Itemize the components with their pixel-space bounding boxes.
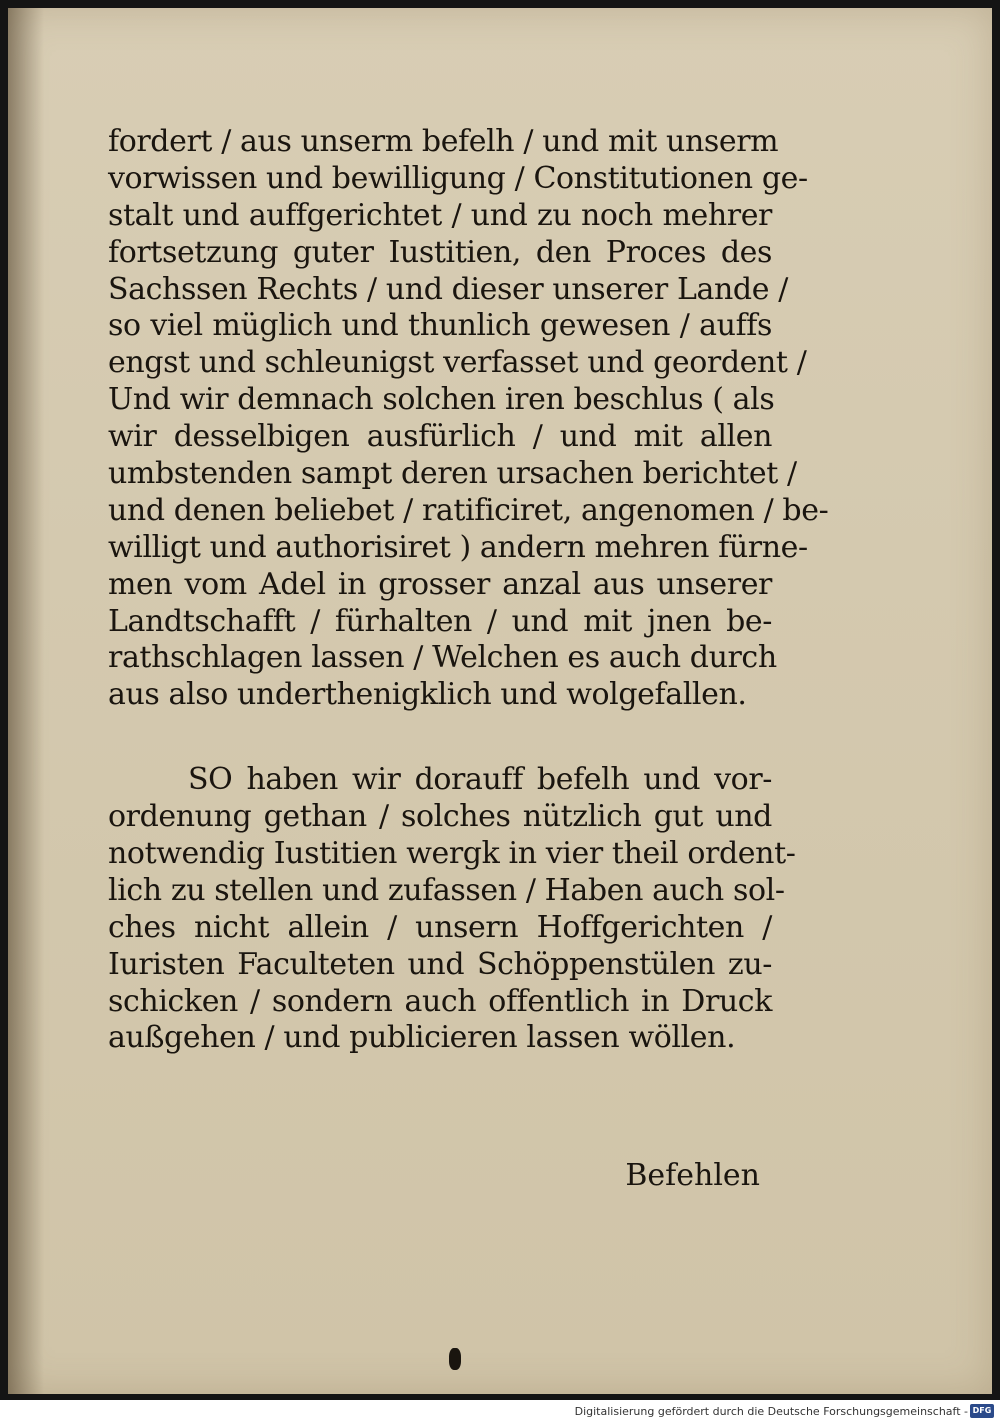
text-line: umbstenden sampt deren ursachen berichtet / xyxy=(108,456,797,492)
catchword: Befehlen xyxy=(625,1158,760,1193)
text-line: aus also underthenigklich und wolgefallen. xyxy=(108,677,747,713)
text-line: SO haben wir dorauff befelh und vor- xyxy=(188,762,772,798)
text-line: willigt und authorisiret ) andern mehren fürne- xyxy=(108,529,808,565)
text-line: notwendig Iustitien wergk in vier theil ordent- xyxy=(108,836,796,872)
footer-credit: Digitalisierung gefördert durch die Deutsche Forschungsgemeinschaft - xyxy=(574,1405,968,1418)
text-line: fortsetzung guter Iustitien, den Proces des xyxy=(108,234,772,270)
text-line: Und wir demnach solchen iren beschlus ( als xyxy=(108,382,775,418)
text-line: Sachssen Rechts / und dieser unserer Lande / xyxy=(108,271,788,307)
text-line: Landtschafft / fürhalten / und mit jnen be- xyxy=(108,603,772,639)
text-line: ches nicht allein / unsern Hoffgerichten / xyxy=(108,909,772,945)
text-line: rathschlagen lassen / Welchen es auch durch xyxy=(108,640,777,676)
dfg-logo-icon: DFG xyxy=(970,1404,994,1418)
text-line: lich zu stellen und zufassen / Haben auch sol- xyxy=(108,872,785,908)
paragraph-2 xyxy=(108,762,796,1057)
text-line: engst und schleunigst verfasset und geordent / xyxy=(108,345,807,381)
signature-mark xyxy=(449,1348,461,1370)
text-block xyxy=(108,124,829,1057)
footer xyxy=(0,1400,1000,1425)
gutter-shadow xyxy=(8,8,44,1394)
text-line: fordert / aus unserm befelh / und mit unserm xyxy=(108,124,779,159)
text-line: stalt und auffgerichtet / und zu noch mehrer xyxy=(108,197,772,233)
text-line: so viel müglich und thunlich gewesen / auffs xyxy=(108,308,772,344)
text-line: und denen beliebet / ratificiret, angenomen / be- xyxy=(108,492,829,528)
text-line: ordenung gethan / solches nützlich gut und xyxy=(108,799,772,835)
page xyxy=(8,8,992,1394)
text-line: außgehen / und publicieren lassen wöllen. xyxy=(108,1020,736,1056)
text-line: men vom Adel in grosser anzal aus unserer xyxy=(108,566,772,602)
text-line: Iuristen Faculteten und Schöppenstülen zu- xyxy=(108,946,772,982)
paragraph-1 xyxy=(108,124,829,714)
text-line: vorwissen und bewilligung / Constitutionen ge- xyxy=(108,160,808,196)
text-line: wir desselbigen ausfürlich / und mit allen xyxy=(108,419,772,455)
text-line: schicken / sondern auch offentlich in Druck xyxy=(108,983,772,1019)
